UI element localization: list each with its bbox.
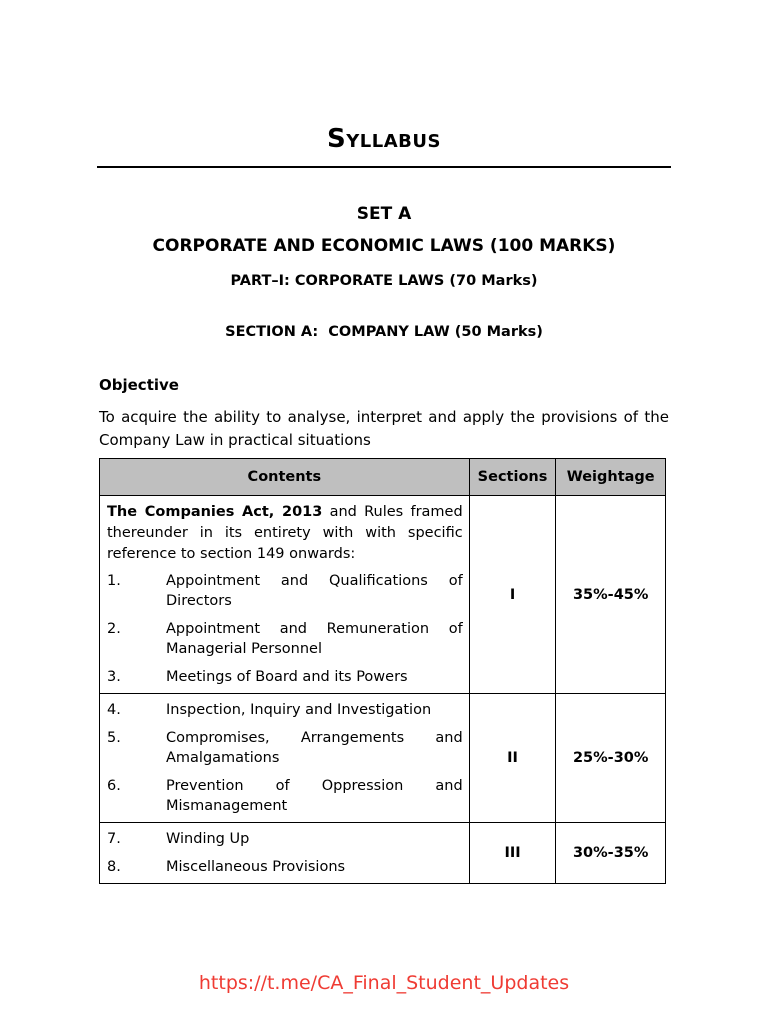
item-number: 7. (107, 831, 121, 847)
item-text: Winding Up (166, 831, 250, 847)
list-item (107, 667, 463, 687)
table-header-row (100, 459, 666, 496)
item-text: Miscellaneous Provisions (166, 859, 346, 875)
telegram-link[interactable]: https://t.me/CA_Final_Student_Updates (198, 972, 570, 994)
item-text: Appointment and Remuneration of Managerial Personnel (166, 621, 463, 657)
contents-cell (100, 496, 470, 694)
weightage-value: 25%-30% (556, 694, 666, 823)
item-text: Meetings of Board and its Powers (166, 669, 408, 685)
list-item (107, 857, 463, 877)
item-number: 2. (107, 621, 121, 637)
item-number: 3. (107, 669, 121, 685)
list-item (107, 728, 463, 768)
item-number: 4. (107, 702, 121, 718)
act-name: The Companies Act, 2013 (107, 504, 323, 520)
list-item (107, 776, 463, 816)
contents-intro (107, 502, 463, 565)
objective-label: Objective (99, 376, 179, 394)
item-number: 6. (107, 778, 121, 794)
item-text: Inspection, Inquiry and Investigation (166, 702, 432, 718)
section-number: I (469, 496, 556, 694)
item-text: Appointment and Qualifications of Directors (166, 573, 463, 609)
section-number: III (469, 823, 556, 884)
header-contents: Contents (100, 459, 470, 496)
section-heading: SECTION A: COMPANY LAW (50 Marks) (225, 324, 543, 340)
item-number: 8. (107, 859, 121, 875)
intro-text: and Rules framed thereunder in its entirety with with specific reference to section 149 onwards: (107, 504, 463, 562)
section-number: II (469, 694, 556, 823)
table-row (100, 694, 666, 823)
list-item (107, 829, 463, 849)
paper-heading: CORPORATE AND ECONOMIC LAWS (100 MARKS) (152, 236, 616, 256)
item-text: Prevention of Oppression and Mismanagement (166, 778, 463, 814)
objective-text: To acquire the ability to analyse, interpret and apply the provisions of the Company Law in practical situations (99, 408, 669, 449)
item-text: Compromises, Arrangements and Amalgamations (166, 730, 463, 766)
part-heading: PART–I: CORPORATE LAWS (70 Marks) (230, 273, 538, 289)
set-heading: SET A (356, 204, 412, 224)
weightage-value: 35%-45% (556, 496, 666, 694)
list-item (107, 571, 463, 611)
syllabus-table (99, 458, 666, 884)
header-sections: Sections (469, 459, 556, 496)
table-row (100, 496, 666, 694)
weightage-value: 30%-35% (556, 823, 666, 884)
header-weightage: Weightage (556, 459, 666, 496)
contents-cell (100, 694, 470, 823)
item-number: 1. (107, 573, 121, 589)
table-row (100, 823, 666, 884)
item-number: 5. (107, 730, 121, 746)
page-title: Syllabus (327, 124, 441, 154)
list-item (107, 700, 463, 720)
title-divider (97, 166, 671, 168)
contents-cell (100, 823, 470, 884)
list-item (107, 619, 463, 659)
